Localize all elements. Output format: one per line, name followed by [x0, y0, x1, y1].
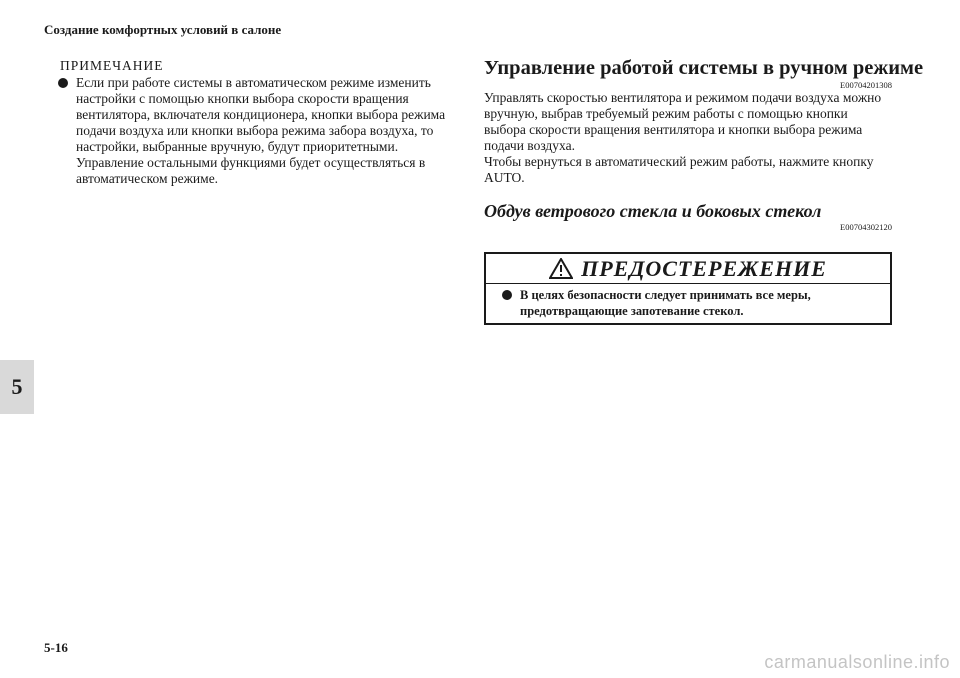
manual-mode-paragraph-1: Управлять скоростью вентилятора и режимом подачи воздуха можно вручную, выбрав требуемый режим работы с помощью кнопки выбора скорости вращения вентилятора и кнопки выбора режима подачи воздуха.: [484, 90, 882, 153]
watermark: carmanualsonline.info: [764, 652, 950, 672]
manual-mode-paragraph-2: Чтобы вернуться в автоматический режим работы, нажмите кнопку AUTO.: [484, 154, 874, 185]
page-header: Создание комфортных условий в салоне: [44, 22, 282, 37]
manual-mode-code: E00704201308: [840, 80, 892, 90]
defog-heading: Обдув ветрового стекла и боковых стекол: [484, 201, 822, 221]
note-section: [60, 58, 452, 187]
warning-title: ПРЕДОСТЕРЕЖЕНИЕ: [581, 255, 827, 281]
page-number: 5-16: [44, 640, 68, 655]
bullet-icon: [58, 78, 68, 88]
manual-mode-heading: Управление работой системы в ручном режиме: [484, 57, 924, 79]
right-column: [484, 56, 924, 325]
chapter-tab: 5: [0, 360, 34, 414]
bullet-icon: [502, 290, 512, 300]
warning-header: [486, 254, 890, 284]
warning-text: В целях безопасности следует принимать все меры, предотвращающие запотевание стекол.: [520, 288, 811, 318]
defog-code: E00704302120: [840, 222, 892, 232]
warning-box: [484, 252, 892, 325]
warning-triangle-icon: [549, 258, 573, 279]
warning-body: [486, 284, 890, 323]
note-title: ПРИМЕЧАНИЕ: [60, 58, 164, 73]
note-text: Если при работе системы в автоматическом режиме изменить настройки с помощью кнопки выбора скорости вращения вентилятора, включателя кондиционера, кнопки выбора режима подачи воздуха или кнопки выбора режима забора воздуха, то настройки, выбранные вручную, будут приоритетными. Управление остальными функциями будет осуществляться в автоматическом режиме.: [76, 75, 446, 186]
note-item: [60, 75, 452, 187]
